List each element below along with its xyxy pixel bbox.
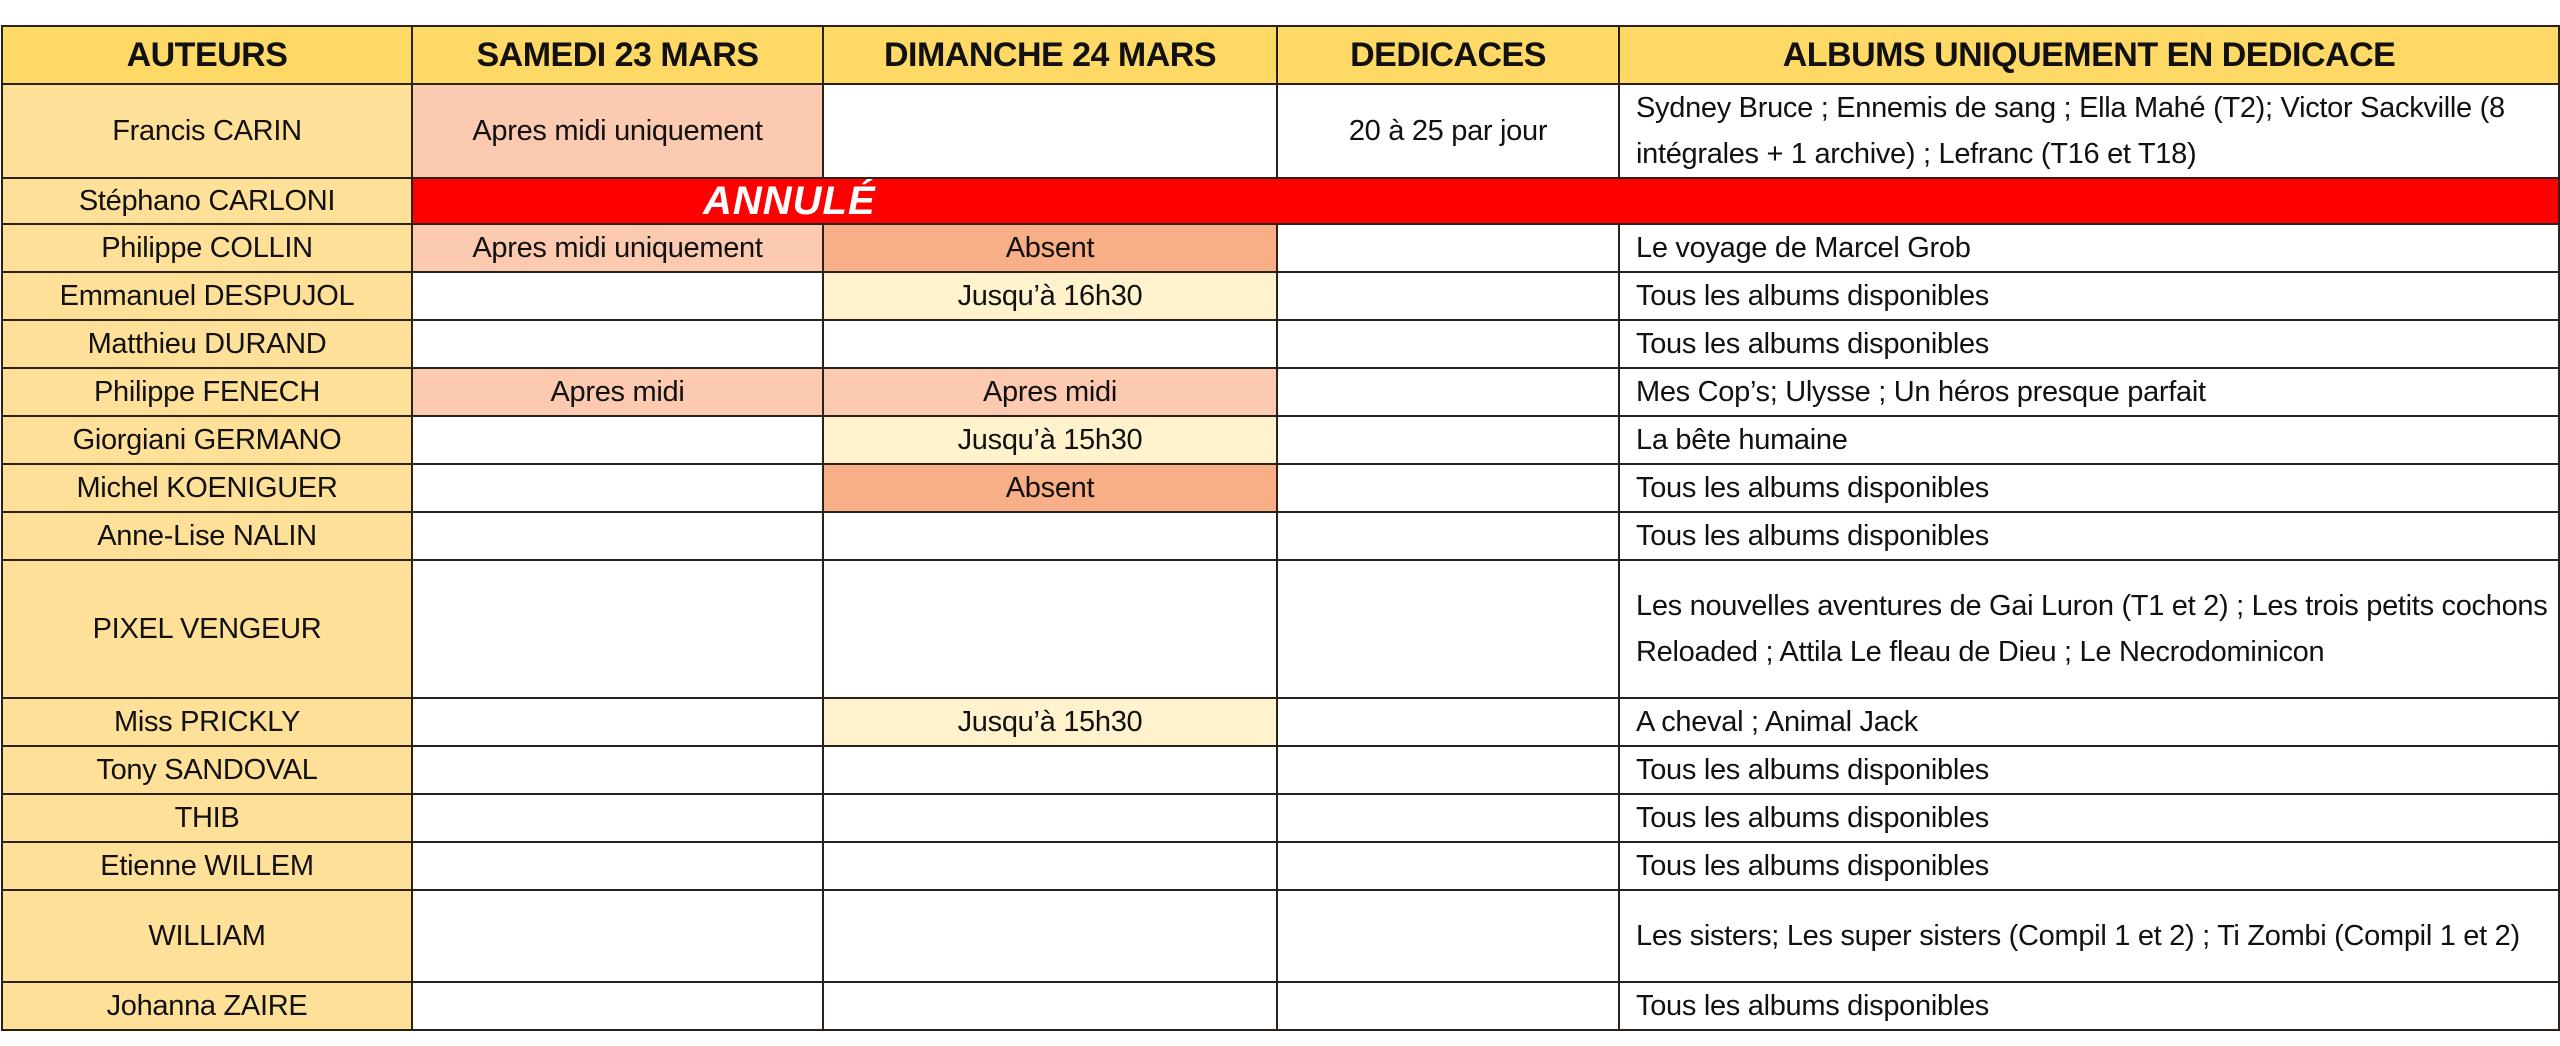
albums-cell: Tous les albums disponibles	[1619, 512, 2559, 560]
dedications-cell	[1277, 698, 1619, 746]
header-saturday: SAMEDI 23 MARS	[412, 26, 823, 84]
sunday-cell: Apres midi	[823, 368, 1277, 416]
albums-cell: Tous les albums disponibles	[1619, 464, 2559, 512]
sunday-cell	[823, 746, 1277, 794]
saturday-cell	[412, 464, 823, 512]
author-cell: Matthieu DURAND	[2, 320, 412, 368]
author-cell: Johanna ZAIRE	[2, 982, 412, 1030]
table-row	[2, 464, 2559, 512]
albums-cell: Tous les albums disponibles	[1619, 794, 2559, 842]
dedications-cell	[1277, 842, 1619, 890]
saturday-cell	[412, 512, 823, 560]
sunday-cell	[823, 982, 1277, 1030]
saturday-cell: Apres midi uniquement	[412, 84, 823, 178]
author-cell: Miss PRICKLY	[2, 698, 412, 746]
sunday-cell	[823, 560, 1277, 698]
table-row	[2, 746, 2559, 794]
albums-cell: Les nouvelles aventures de Gai Luron (T1 et 2) ; Les trois petits cochons Reloaded ; Attila Le fleau de Dieu ; Le Necrodominicon	[1619, 560, 2559, 698]
sunday-cell	[823, 842, 1277, 890]
sunday-cell: Absent	[823, 464, 1277, 512]
albums-cell: Sydney Bruce ; Ennemis de sang ; Ella Mahé (T2); Victor Sackville (8 intégrales + 1 archive) ; Lefranc (T16 et T18)	[1619, 84, 2559, 178]
dedications-cell	[1277, 320, 1619, 368]
dedications-cell	[1277, 512, 1619, 560]
saturday-cell	[412, 560, 823, 698]
albums-cell: Tous les albums disponibles	[1619, 982, 2559, 1030]
author-cell: Philippe FENECH	[2, 368, 412, 416]
sunday-cell	[823, 794, 1277, 842]
dedications-cell	[1277, 746, 1619, 794]
saturday-cell	[412, 982, 823, 1030]
albums-cell: Mes Cop’s; Ulysse ; Un héros presque parfait	[1619, 368, 2559, 416]
dedications-cell	[1277, 982, 1619, 1030]
author-cell: Emmanuel DESPUJOL	[2, 272, 412, 320]
sunday-cell	[823, 320, 1277, 368]
dedications-cell	[1277, 464, 1619, 512]
albums-cell: Le voyage de Marcel Grob	[1619, 224, 2559, 272]
author-cell: Stéphano CARLONI	[2, 178, 412, 224]
author-cell: Philippe COLLIN	[2, 224, 412, 272]
table-row	[2, 842, 2559, 890]
albums-cell: La bête humaine	[1619, 416, 2559, 464]
header-albums: ALBUMS UNIQUEMENT EN DEDICACE	[1619, 26, 2559, 84]
author-cell: Etienne WILLEM	[2, 842, 412, 890]
author-cell: WILLIAM	[2, 890, 412, 982]
table-row	[2, 320, 2559, 368]
table-row	[2, 794, 2559, 842]
albums-cell: Tous les albums disponibles	[1619, 320, 2559, 368]
sunday-cell: Jusqu’à 16h30	[823, 272, 1277, 320]
saturday-cell	[412, 794, 823, 842]
sunday-cell	[823, 512, 1277, 560]
author-cell: Michel KOENIGUER	[2, 464, 412, 512]
table-row	[2, 368, 2559, 416]
cancelled-banner	[412, 178, 2559, 224]
header-row	[2, 26, 2559, 84]
sunday-cell: Absent	[823, 224, 1277, 272]
sunday-cell: Jusqu’à 15h30	[823, 416, 1277, 464]
dedications-cell	[1277, 416, 1619, 464]
table-row	[2, 698, 2559, 746]
author-cell: THIB	[2, 794, 412, 842]
albums-cell: Tous les albums disponibles	[1619, 272, 2559, 320]
dedications-cell	[1277, 560, 1619, 698]
author-cell: Francis CARIN	[2, 84, 412, 178]
saturday-cell: Apres midi	[412, 368, 823, 416]
saturday-cell: Apres midi uniquement	[412, 224, 823, 272]
table-row	[2, 890, 2559, 982]
saturday-cell	[412, 272, 823, 320]
table-row	[2, 512, 2559, 560]
header-dedications: DEDICACES	[1277, 26, 1619, 84]
cancelled-label: ANNULÉ	[703, 179, 876, 223]
table-row	[2, 272, 2559, 320]
sunday-cell: Jusqu’à 15h30	[823, 698, 1277, 746]
table-row-cancelled	[2, 178, 2559, 224]
table-row	[2, 224, 2559, 272]
dedications-cell	[1277, 224, 1619, 272]
table-row	[2, 560, 2559, 698]
albums-cell: Tous les albums disponibles	[1619, 746, 2559, 794]
author-cell: Tony SANDOVAL	[2, 746, 412, 794]
header-sunday: DIMANCHE 24 MARS	[823, 26, 1277, 84]
table-row	[2, 84, 2559, 178]
sunday-cell	[823, 890, 1277, 982]
table-row	[2, 982, 2559, 1030]
saturday-cell	[412, 842, 823, 890]
saturday-cell	[412, 890, 823, 982]
saturday-cell	[412, 746, 823, 794]
table-row	[2, 416, 2559, 464]
albums-cell: A cheval ; Animal Jack	[1619, 698, 2559, 746]
albums-cell: Les sisters; Les super sisters (Compil 1 et 2) ; Ti Zombi (Compil 1 et 2)	[1619, 890, 2559, 982]
author-cell: Anne-Lise NALIN	[2, 512, 412, 560]
dedications-cell	[1277, 794, 1619, 842]
dedications-cell	[1277, 890, 1619, 982]
saturday-cell	[412, 320, 823, 368]
saturday-cell	[412, 416, 823, 464]
albums-cell: Tous les albums disponibles	[1619, 842, 2559, 890]
author-cell: PIXEL VENGEUR	[2, 560, 412, 698]
header-authors: AUTEURS	[2, 26, 412, 84]
dedications-cell	[1277, 368, 1619, 416]
dedications-cell	[1277, 272, 1619, 320]
sunday-cell	[823, 84, 1277, 178]
author-cell: Giorgiani GERMANO	[2, 416, 412, 464]
saturday-cell	[412, 698, 823, 746]
dedications-cell: 20 à 25 par jour	[1277, 84, 1619, 178]
dedication-schedule-table	[1, 25, 2560, 1031]
